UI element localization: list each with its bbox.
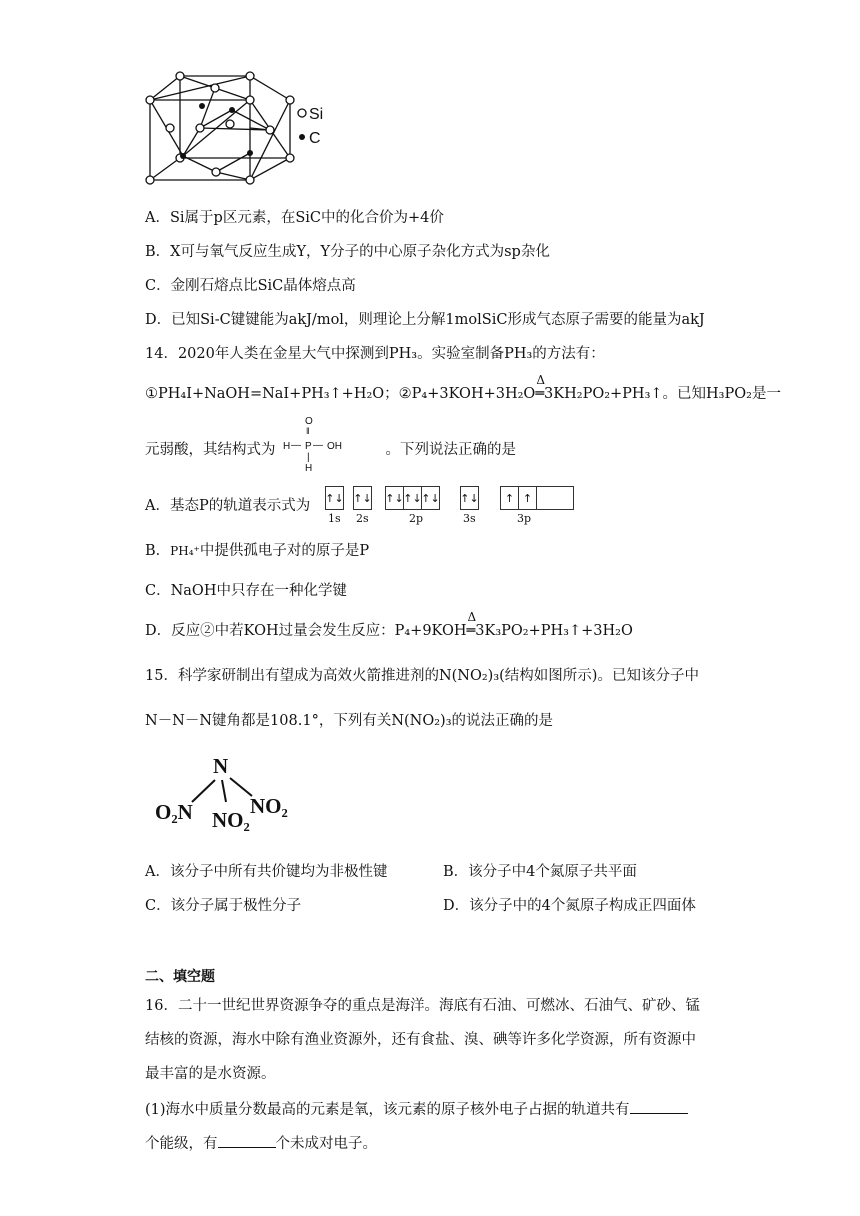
heat-symbol: Δ ═ <box>535 373 545 402</box>
q15-option-b: B．该分子中4个氮原子共平面 <box>443 864 637 880</box>
orbital-3s: ↑↓ <box>460 491 479 505</box>
answer-blank-2[interactable] <box>218 1133 276 1148</box>
orbital-1s: ↑↓ <box>325 491 344 505</box>
q15-line1: 15．科学家研制出有望成为高效火箭推进剂的N(NO₂)₃(结构如图所示)。已知该分子中 <box>145 668 699 684</box>
q15-option-d: D．该分子中的4个氮原子构成正四面体 <box>443 898 696 914</box>
q15-option-c: C．该分子属于极性分子 <box>145 898 302 914</box>
orbital-diagram: ↑↓ ↑↓ ↑↓ ↑↓ ↑↓ ↑↓ ↑ ↑ 1s 2s 2p 3s 3p <box>325 486 565 528</box>
q13-option-b: B．X可与氧气反应生成Y，Y分子的中心原子杂化方式为sp杂化 <box>145 244 550 260</box>
section-title: 二、填空题 <box>145 969 215 985</box>
q14-line3: 元弱酸，其结构式为 。下列说法正确的是 <box>145 442 516 458</box>
q13-option-d: D．已知Si-C键键能为akJ/mol，则理论上分解1molSiC形成气态原子需要的能量为akJ <box>145 312 705 328</box>
h3po2-structure: O ‖ H — P — OH | H <box>283 416 342 474</box>
q14-stem: 14．2020年人类在金星大气中探测到PH₃。实验室制备PH₃的方法有： <box>145 346 605 362</box>
q16-line1: 16．二十一世纪世界资源争夺的重点是海洋。海底有石油、可燃冰、石油气、矿砂、锰 <box>145 998 700 1014</box>
q14-option-a: A．基态P的轨道表示式为 <box>145 498 311 514</box>
orbital-2s: ↑↓ <box>353 491 372 505</box>
q14-equations <box>145 373 781 404</box>
q14-eq-part1: ①PH₄I+NaOH=NaI+PH₃↑+H₂O；②P₄+3KOH+3H₂O <box>145 386 536 402</box>
legend-c: C <box>309 130 321 147</box>
q16-part1-line1: (1)海水中质量分数最高的元素是氧，该元素的原子核外电子占据的轨道共有 <box>145 1099 688 1120</box>
q13-option-c: C．金刚石熔点比SiC晶体熔点高 <box>145 278 356 294</box>
q14-eq-part2: 3KH₂PO₂+PH₃↑。已知H₃PO₂是一 <box>544 386 781 402</box>
q13-option-a: A．Si属于p区元素，在SiC中的化合价为+4价 <box>145 210 444 226</box>
q14-option-d: D．反应②中若KOH过量会发生反应：P₄+9KOH Δ ═3K₃PO₂+PH₃↑+3H₂O <box>145 610 633 639</box>
legend-si: Si <box>309 106 324 123</box>
q15-line2: N－N－N键角都是108.1°，下列有关N(NO₂)₃的说法正确的是 <box>145 713 554 729</box>
q16-line2: 结核的资源，海水中除有渔业资源外，还有食盐、溴、碘等许多化学资源，所有资源中 <box>145 1032 696 1048</box>
q16-part1-line2: 个能级，有 个未成对电子。 <box>145 1133 377 1154</box>
q14-option-b: B．PH₄⁺中提供孤电子对的原子是P <box>145 543 370 559</box>
sic-crystal-figure <box>140 68 350 193</box>
q16-line3: 最丰富的是水资源。 <box>145 1066 276 1082</box>
answer-blank-1[interactable] <box>630 1099 688 1114</box>
heat-symbol-2: Δ ═ <box>466 610 477 639</box>
q14-option-c: C．NaOH中只存在一种化学键 <box>145 583 347 599</box>
q15-option-a: A．该分子中所有共价键均为非极性键 <box>145 864 388 880</box>
nno2-3-structure: N O₂N NO₂ NO₂ <box>155 754 288 832</box>
